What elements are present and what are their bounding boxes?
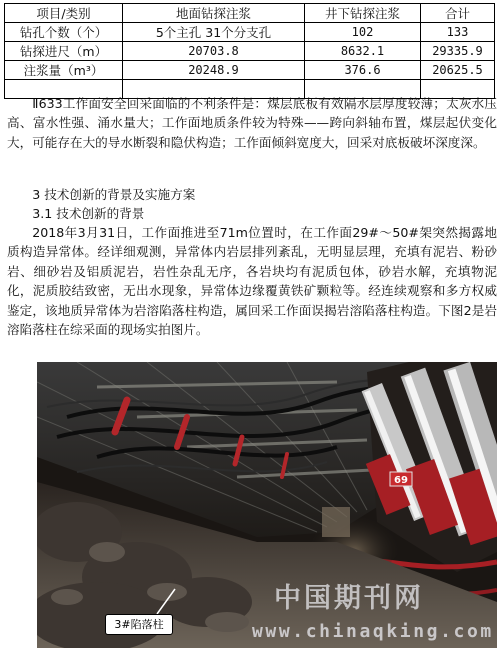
body-paragraph: 2018年3月31日，工作面推进至71m位置时，在工作面29#～50#架突然揭露地质构造异常体。经详细观测，异常体内岩层排列紊乱，无明显层理，充填有泥岩、粉砂岩、细砂岩及铝质泥岩，岩性杂乱无序，各岩块均有泥质包体，砂岩水解，充填物泥化，泥质胶结致密，无出水现象，异常体边缘覆黄铁矿颗粒等。经连续观察和多方权威鉴定，该地质异常体为岩溶陷落柱构造，属回采工作面误揭岩溶陷落柱构造。下图2是岩溶陷落柱在综采面的现场实拍图片。 [7, 225, 497, 338]
table-row [5, 23, 495, 42]
table-header-row [5, 4, 495, 23]
table-cell: 20703.8 [123, 42, 305, 61]
collapse-column-label: 3#陷落柱 [105, 614, 173, 635]
table-cell: 102 [305, 23, 421, 42]
table-cell: 注浆量（m³） [5, 61, 123, 80]
table-cell: 钻探进尺（m） [5, 42, 123, 61]
table-row [5, 61, 495, 80]
table-header-cell: 合计 [421, 4, 495, 23]
data-table [4, 3, 495, 99]
watermark-text: 中国期刊网 [274, 583, 424, 614]
table-cell: 5个主孔 31个分支孔 [123, 23, 305, 42]
table-row [5, 42, 495, 61]
table-cell: 133 [421, 23, 495, 42]
table-header-cell: 地面钻探注浆 [123, 4, 305, 23]
table-cell: 20248.9 [123, 61, 305, 80]
table-cell: 20625.5 [421, 61, 495, 80]
subsection-heading: 3.1 技术创新的背景 [32, 206, 145, 221]
watermark-url: www.chinaqking.com [252, 621, 494, 642]
table-cell: 376.6 [305, 61, 421, 80]
table-header-cell: 井下钻探注浆 [305, 4, 421, 23]
table-cell: 钻孔个数（个） [5, 23, 123, 42]
mine-face-photo [37, 362, 497, 648]
photo-illustration [37, 362, 497, 648]
table-cell: 29335.9 [421, 42, 495, 61]
body-paragraph: Ⅱ633工作面安全回采面临的不利条件是：煤层底板有效隔水层厚度较薄；太灰水压高、富水性强、涌水量大；工作面地质条件较为特殊——跨向斜轴布置，煤层起伏变化大，可能存在大的导水断裂和隐伏构造；工作面倾斜宽度大，回采对底板破坏深度深。 [7, 96, 497, 150]
support-number-label: 69 [394, 475, 408, 486]
table-cell: 8632.1 [305, 42, 421, 61]
section-heading: 3 技术创新的背景及实施方案 [32, 187, 196, 202]
table-header-cell: 项目/类别 [5, 4, 123, 23]
